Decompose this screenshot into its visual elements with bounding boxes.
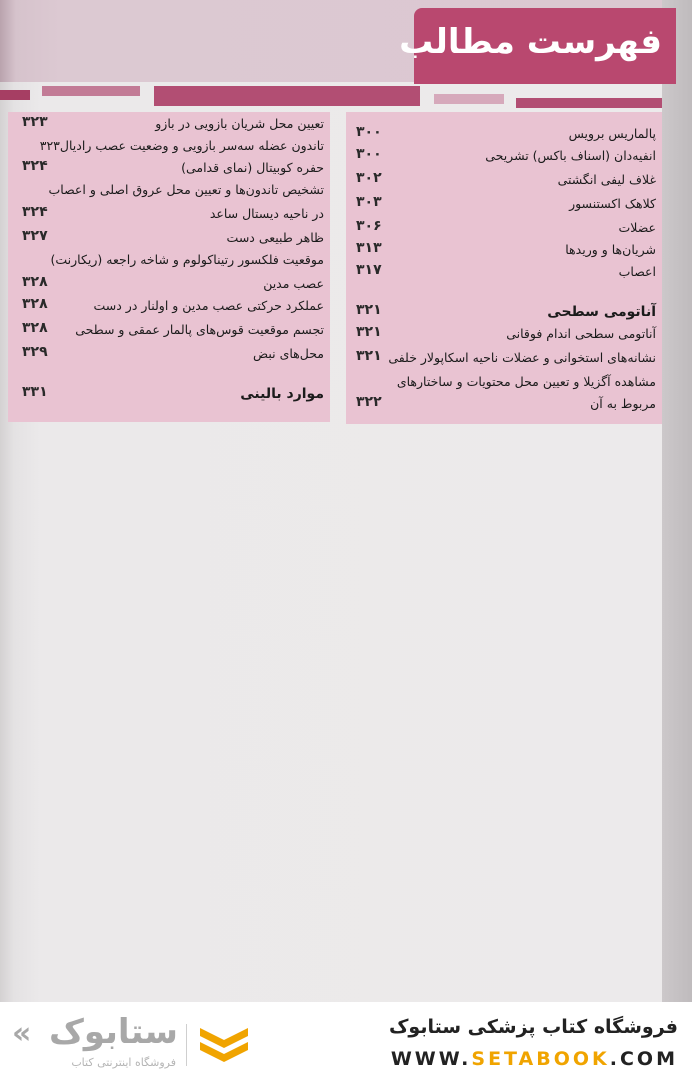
toc-page-number: ۳۰۶ bbox=[356, 218, 382, 234]
toc-entry-label: عضلات bbox=[618, 220, 656, 235]
toc-entry[interactable] bbox=[346, 374, 662, 396]
toc-page-number: ۳۱۳ bbox=[356, 240, 382, 256]
divider-bar bbox=[0, 90, 30, 100]
toc-page-number: ۳۲۸ bbox=[22, 320, 48, 336]
toc-page-number: ۳۲۹ bbox=[22, 344, 48, 360]
toc-entry[interactable] bbox=[346, 172, 662, 194]
toc-entry-label: ظاهر طبیعی دست bbox=[226, 230, 324, 245]
toc-entry-label: نشانه‌های استخوانی و عضلات ناحیه اسکاپولار خلفی bbox=[388, 350, 656, 365]
toc-page-number: ۳۲۸ bbox=[22, 274, 48, 290]
toc-entry[interactable] bbox=[346, 220, 662, 242]
toc-page-number: ۳۲۳ bbox=[22, 114, 48, 130]
divider-bar bbox=[154, 86, 420, 106]
brand-tagline: فروشگاه اینترنتی کتاب bbox=[71, 1056, 176, 1069]
toc-entry-label: موقعیت فلکسور رتیناکولوم و شاخه راجعه (ریکارنت) bbox=[50, 252, 324, 267]
toc-page-number: ۳۲۱ bbox=[356, 302, 382, 318]
toc-entry[interactable] bbox=[346, 148, 662, 170]
toc-entry-label: تاندون عضله سه‌سر بازویی و وضعیت عصب رادیال۳۲۳ bbox=[39, 138, 324, 153]
toc-entry[interactable] bbox=[8, 322, 330, 344]
toc-page-number: ۳۰۲ bbox=[356, 170, 382, 186]
toc-entry[interactable] bbox=[8, 298, 330, 320]
toc-entry[interactable] bbox=[8, 206, 330, 228]
toc-entry[interactable] bbox=[346, 350, 662, 372]
chevron-stack-logo-icon bbox=[196, 1024, 252, 1064]
toc-entry[interactable] bbox=[346, 326, 662, 348]
toc-entry[interactable] bbox=[8, 276, 330, 298]
toc-entry[interactable] bbox=[8, 182, 330, 204]
toc-panel-right bbox=[346, 112, 662, 424]
toc-entry[interactable] bbox=[8, 116, 330, 138]
page-title: فهرست مطالب bbox=[399, 22, 662, 62]
toc-page-number: ۳۱۷ bbox=[356, 262, 382, 278]
toc-entry-label: در ناحیه دیستال ساعد bbox=[209, 206, 324, 221]
toc-page-number: ۳۲۸ bbox=[22, 296, 48, 312]
brand-name: ستابوک bbox=[49, 1012, 178, 1052]
toc-entry[interactable] bbox=[8, 346, 330, 368]
page-edge bbox=[662, 0, 692, 1002]
toc-panel-left bbox=[8, 112, 330, 422]
toc-page-number: ۳۰۰ bbox=[356, 124, 382, 140]
url-prefix: WWW. bbox=[390, 1048, 472, 1070]
toc-entry[interactable] bbox=[346, 126, 662, 148]
toc-entry[interactable] bbox=[8, 160, 330, 182]
toc-entry-label: محل‌های نبض bbox=[253, 346, 324, 361]
toc-entry-label: تجسم موقعیت قوس‌های پالمار عمقی و سطحی bbox=[75, 322, 324, 337]
divider-bar bbox=[42, 86, 140, 96]
toc-entry-label: مربوط به آن bbox=[590, 396, 656, 411]
toc-entry[interactable] bbox=[8, 252, 330, 274]
toc-entry[interactable] bbox=[346, 242, 662, 264]
toc-entry[interactable] bbox=[346, 196, 662, 218]
toc-entry[interactable] bbox=[8, 230, 330, 252]
toc-entry-label: عصب مدین bbox=[263, 276, 324, 291]
toc-entry-label: آناتومی سطحی اندام فوقانی bbox=[506, 326, 656, 341]
url-suffix: .COM bbox=[609, 1048, 678, 1070]
toc-section-heading[interactable] bbox=[346, 304, 662, 326]
divider-bar bbox=[516, 98, 662, 108]
toc-page-number: ۳۲۷ bbox=[22, 228, 48, 244]
toc-entry-label: پالماریس برویس bbox=[568, 126, 656, 141]
toc-page-number: ۳۰۳ bbox=[356, 194, 382, 210]
toc-page-number: ۳۲۴ bbox=[22, 158, 48, 174]
logo-divider bbox=[186, 1024, 187, 1066]
store-url-link[interactable] bbox=[391, 1048, 678, 1070]
toc-page-number: ۳۰۰ bbox=[356, 146, 382, 162]
toc-section-heading[interactable] bbox=[8, 386, 330, 408]
toc-entry-label: غلاف لیفی انگشتی bbox=[557, 172, 656, 187]
toc-entry-label: مشاهده آگزیلا و تعیین محل محتویات و ساختارهای bbox=[396, 374, 656, 389]
toc-entry-label: کلاهک اکستنسور bbox=[569, 196, 656, 211]
toc-page-number: ۳۲۲ bbox=[356, 394, 382, 410]
toc-entry-label: اعصاب bbox=[618, 264, 656, 279]
toc-entry[interactable] bbox=[346, 396, 662, 418]
toc-entry-label: حفره کوبیتال (نمای قدامی) bbox=[181, 160, 324, 175]
toc-page-number: ۳۲۱ bbox=[356, 324, 382, 340]
toc-entry[interactable] bbox=[346, 264, 662, 286]
store-name: فروشگاه کتاب پزشکی ستابوک bbox=[388, 1016, 678, 1038]
toc-entry-label: تعیین محل شریان بازویی در بازو bbox=[155, 116, 324, 131]
toc-entry-label: تشخیص تاندون‌ها و تعیین محل عروق اصلی و اعصاب bbox=[48, 182, 324, 197]
toc-entry-label: آناتومی سطحی bbox=[547, 304, 656, 320]
toc-entry-label: انفیه‌دان (اسناف باکس) تشریحی bbox=[485, 148, 656, 163]
divider-bar bbox=[434, 94, 504, 104]
toc-page-number: ۳۳۱ bbox=[22, 384, 48, 400]
toc-entry[interactable] bbox=[8, 138, 330, 160]
toc-page-number: ۳۲۱ bbox=[356, 348, 382, 364]
toc-entry-label: موارد بالینی bbox=[240, 386, 324, 402]
double-chevron-icon: « bbox=[12, 1016, 32, 1051]
store-footer bbox=[0, 1002, 692, 1080]
toc-entry-label: عملکرد حرکتی عصب مدین و اولنار در دست bbox=[93, 298, 324, 313]
toc-page-number: ۳۲۴ bbox=[22, 204, 48, 220]
toc-entry-label: شریان‌ها و وریدها bbox=[565, 242, 656, 257]
url-accent: SETABOOK bbox=[471, 1048, 610, 1070]
title-banner bbox=[399, 8, 676, 84]
